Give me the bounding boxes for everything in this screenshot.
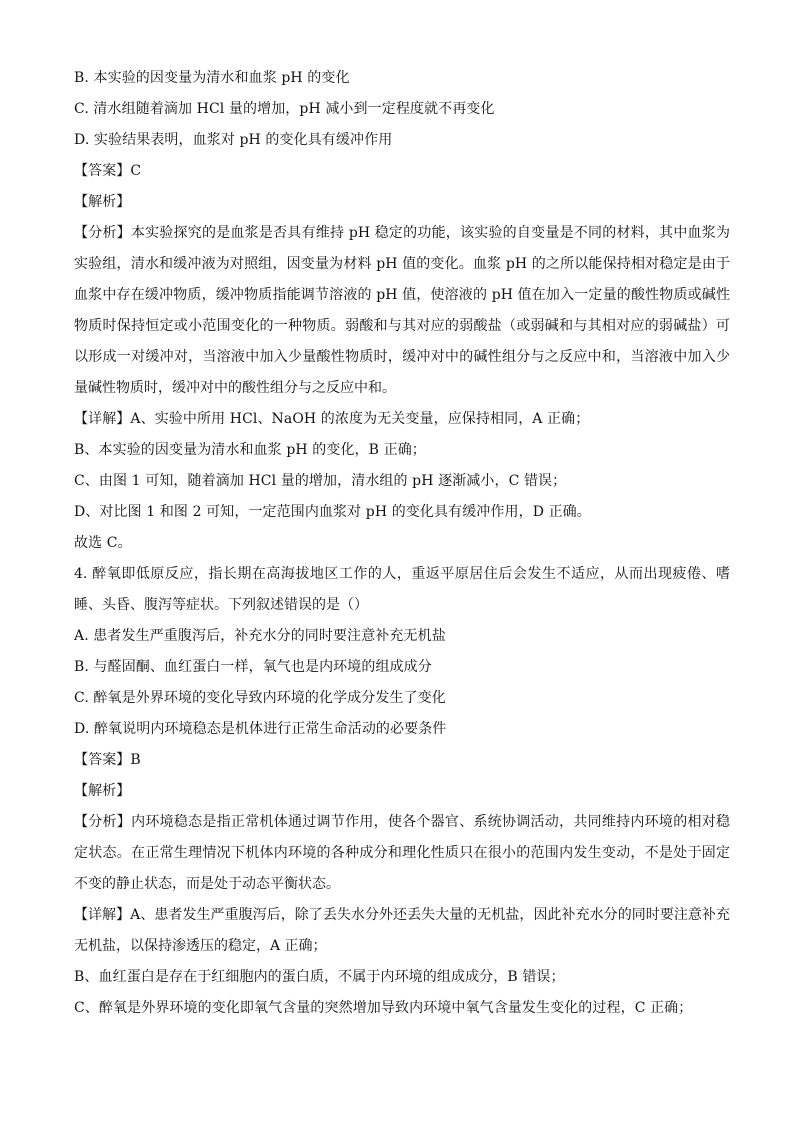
q3-option-c: C. 清水组随着滴加 HCl 量的增加，pH 减小到一定程度就不再变化 <box>74 101 495 117</box>
q3-detail-c: C、由图 1 可知，随着滴加 HCl 量的增加，清水组的 pH 逐渐减小，C 错误； <box>74 473 567 489</box>
q3-analysis-paragraph: 【分析】本实验探究的是血浆是否具有维持 pH 稳定的功能，该实验的自变量是不同的材料，其中血浆为实验组，清水和缓冲液为对照组，因变量为材料 pH 值的变化。血浆 pH 的之所以能保持相对稳定是由于血浆中存在缓冲物质，缓冲物质指能调节溶液的 pH 值，使溶液的 pH 值在加入一定量的酸性物质或碱性物质时保持恒定或小范围变化的一种物质。弱酸和与其对应的弱酸盐（或弱碱和与其相对应的弱碱盐）可以形成一对缓冲对，当溶液中加入少量酸性物质时，缓冲对中的碱性组分与之反应中和，当溶液中加入少量碱性物质时，缓冲对中的酸性组分与之反应中和。 <box>74 225 730 396</box>
q3-option-b: B. 本实验的因变量为清水和血浆 pH 的变化 <box>74 70 350 86</box>
q4-detail-b: B、血红蛋白是存在于红细胞内的蛋白质，不属于内环境的组成成分，B 错误； <box>74 969 565 985</box>
q3-conclusion: 故选 C。 <box>74 535 132 551</box>
q3-analysis-heading: 【解析】 <box>74 194 131 210</box>
q4-analysis-paragraph: 【分析】内环境稳态是指正常机体通过调节作用，使各个器官、系统协调活动，共同维持内环境的相对稳定状态。在正常生理情况下机体内环境的各种成分和理化性质只在很小的范围内发生变动，不是处于固定不变的静止状态，而是处于动态平衡状态。 <box>74 814 730 892</box>
q4-analysis-heading: 【解析】 <box>74 783 131 799</box>
q4-option-d: D. 醉氧说明内环境稳态是机体进行正常生命活动的必要条件 <box>74 721 447 737</box>
q4-stem: 4. 醉氧即低原反应，指长期在高海拔地区工作的人，重返平原居住后会发生不适应，从而出现疲倦、嗜睡、头昏、腹泻等症状。下列叙述错误的是（） <box>74 566 730 613</box>
q4-option-b: B. 与醛固酮、血红蛋白一样，氧气也是内环境的组成成分 <box>74 659 432 675</box>
q3-option-d: D. 实验结果表明，血浆对 pH 的变化具有缓冲作用 <box>74 132 393 148</box>
q4-detail-a: 【详解】A、患者发生严重腹泻后，除了丢失水分外还丢失大量的无机盐，因此补充水分的同时要注意补充无机盐，以保持渗透压的稳定，A 正确； <box>74 907 730 954</box>
q3-answer: 【答案】C <box>74 163 142 179</box>
q3-detail-d: D、对比图 1 和图 2 可知，一定范围内血浆对 pH 的变化具有缓冲作用，D 正确。 <box>74 504 591 520</box>
document-page <box>74 63 730 1024</box>
q4-answer: 【答案】B <box>74 752 141 768</box>
q4-detail-c: C、醉氧是外界环境的变化即氧气含量的突然增加导致内环境中氧气含量发生变化的过程，C 正确； <box>74 1000 693 1016</box>
q3-detail-b: B、本实验的因变量为清水和血浆 pH 的变化，B 正确； <box>74 442 426 458</box>
q4-option-a: A. 患者发生严重腹泻后，补充水分的同时要注意补充无机盐 <box>74 628 446 644</box>
q3-detail-a: 【详解】A、实验中所用 HCl、NaOH 的浓度为无关变量，应保持相同，A 正确； <box>74 411 590 427</box>
q4-option-c: C. 醉氧是外界环境的变化导致内环境的化学成分发生了变化 <box>74 690 446 706</box>
